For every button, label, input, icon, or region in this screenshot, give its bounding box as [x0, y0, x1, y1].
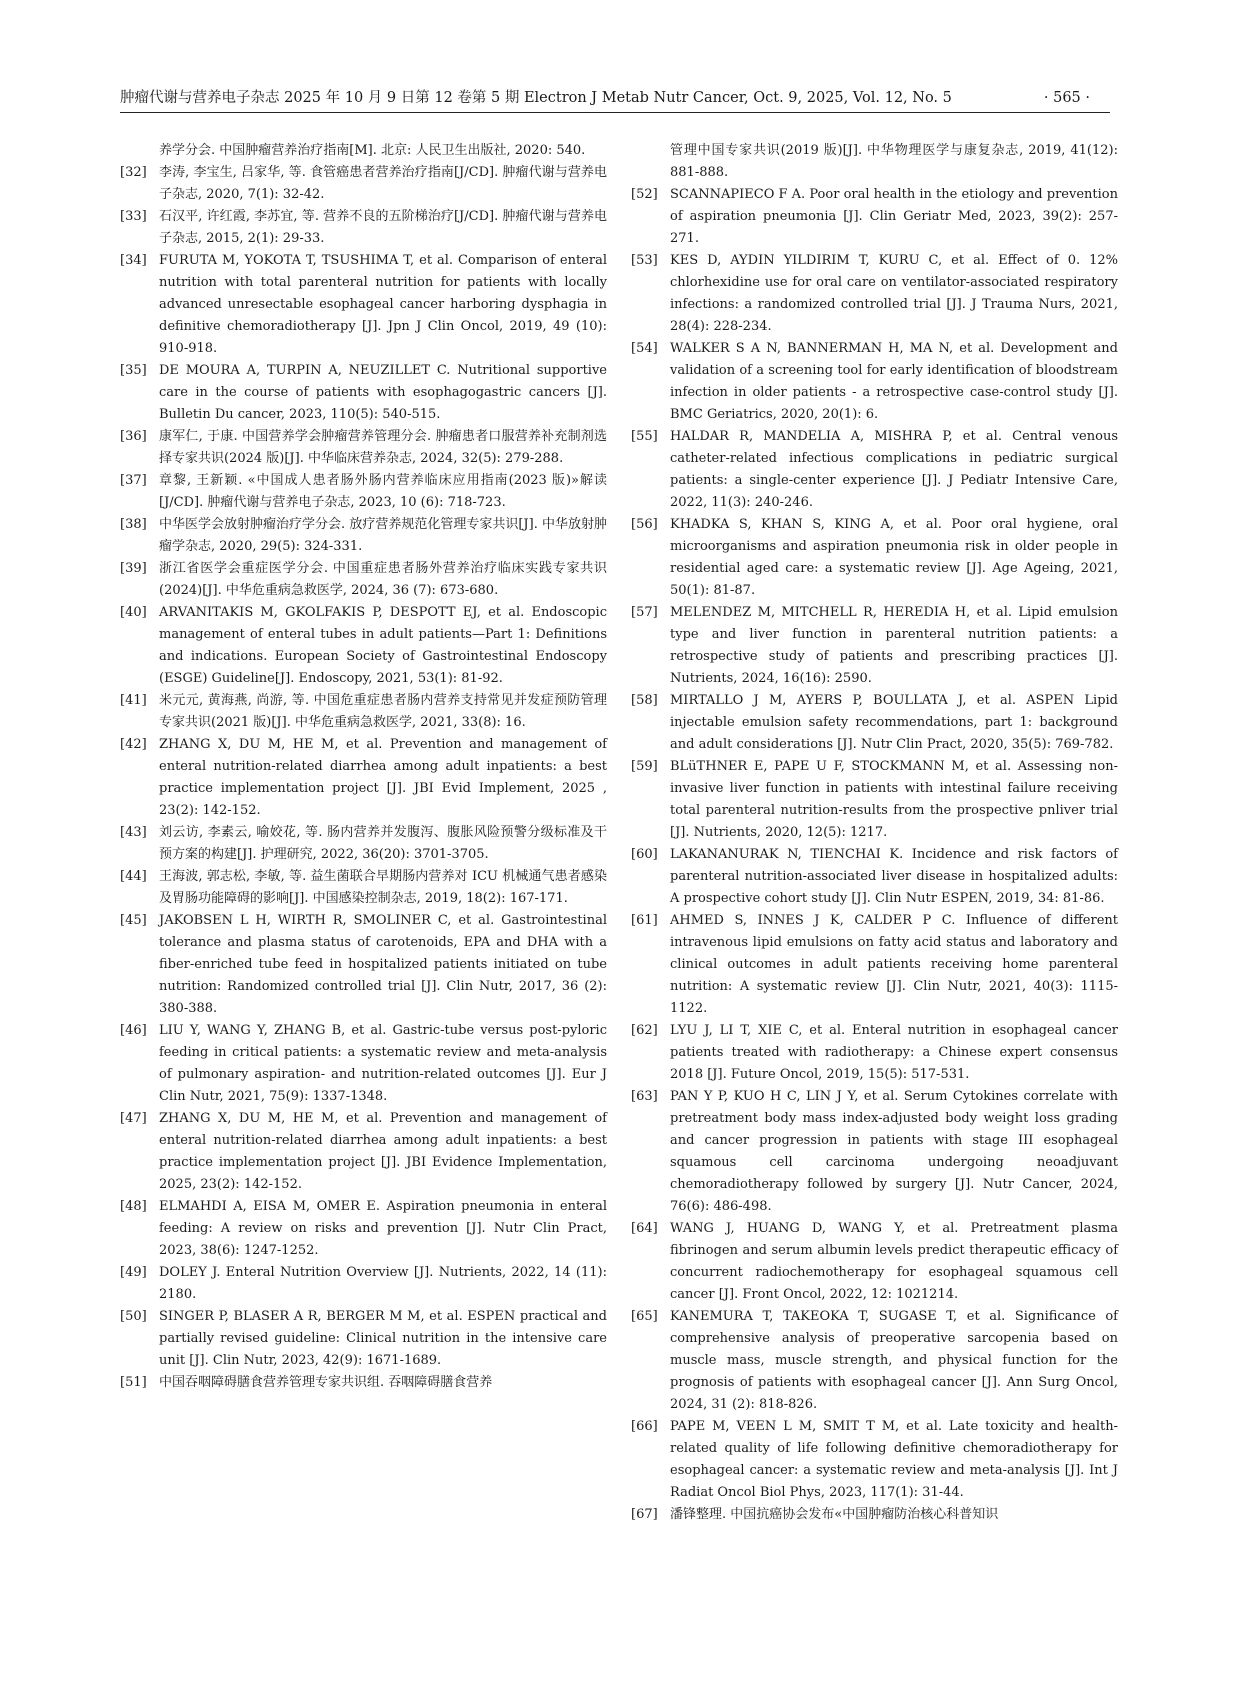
reference-entry [631, 602, 1118, 690]
reference-text: DE MOURA A, TURPIN A, NEUZILLET C. Nutritional supportive care in the course of patients with esophagogastric cancers [J]. Bulletin Du cancer, 2023, 110(5): 540-515. [159, 363, 607, 422]
reference-number: [47] [120, 1111, 147, 1126]
reference-number: [50] [120, 1309, 147, 1324]
reference-number: [41] [120, 693, 147, 708]
reference-entry [120, 690, 607, 734]
reference-entry [631, 756, 1118, 844]
reference-entry [631, 844, 1118, 910]
reference-text: 王海波, 郭志松, 李敏, 等. 益生菌联合早期肠内营养对 ICU 机械通气患者感染及胃肠功能障碍的影响[J]. 中国感染控制杂志, 2019, 18(2): 167-171. [159, 869, 607, 906]
reference-text: HALDAR R, MANDELIA A, MISHRA P, et al. Central venous catheter-related infectious complications in pediatric surgical patients: a single-center experience [J]. J Pediatr Intensive Care, 2022, 11(3): 240-246. [670, 429, 1118, 510]
reference-number: [37] [120, 473, 147, 488]
reference-text: 刘云访, 李素云, 喻姣花, 等. 肠内营养并发腹泻、腹胀风险预警分级标准及干预方案的构建[J]. 护理研究, 2022, 36(20): 3701-3705. [159, 825, 607, 862]
reference-number: [60] [631, 847, 658, 862]
reference-number: [51] [120, 1375, 147, 1390]
page-number: · 565 · [1043, 90, 1090, 106]
reference-text: KANEMURA T, TAKEOKA T, SUGASE T, et al. Significance of comprehensive analysis of preoperative sarcopenia based on muscle mass, muscle strength, and physical function for the prognosis of patients with esophageal cancer [J]. Ann Surg Oncol, 2024, 31 (2): 818-826. [670, 1309, 1118, 1412]
reference-entry [631, 1306, 1118, 1416]
reference-number: [59] [631, 759, 658, 774]
reference-entry [120, 1262, 607, 1306]
reference-entry [631, 1020, 1118, 1086]
reference-entry [120, 514, 607, 558]
reference-text: LAKANANURAK N, TIENCHAI K. Incidence and risk factors of parenteral nutrition-associated liver disease in hospitalized adults: A prospective cohort study [J]. Clin Nutr ESPEN, 2019, 34: 81-86. [670, 847, 1118, 906]
reference-entry [120, 602, 607, 690]
reference-column-left [120, 140, 607, 1394]
reference-text: ZHANG X, DU M, HE M, et al. Prevention and management of enteral nutrition-related diarrhea among adult inpatients: a best practice implementation project [J]. JBI Evid Implement, 2025 , 23(2): 142-152. [159, 737, 607, 818]
journal-citation-header: 肿瘤代谢与营养电子杂志 2025 年 10 月 9 日第 12 卷第 5 期 Electron J Metab Nutr Cancer, Oct. 9, 2025, Vol. 12, No. 5 [120, 90, 952, 106]
reference-entry [120, 1108, 607, 1196]
reference-entry [120, 822, 607, 866]
reference-number: [39] [120, 561, 147, 576]
reference-number: [42] [120, 737, 147, 752]
reference-text: WALKER S A N, BANNERMAN H, MA N, et al. Development and validation of a screening tool for early identification of bloodstream infection in older patients - a retrospective case-control study [J]. BMC Geriatrics, 2020, 20(1): 6. [670, 341, 1118, 422]
reference-number: [55] [631, 429, 658, 444]
reference-number: [54] [631, 341, 658, 356]
reference-text: 康军仁, 于康. 中国营养学会肿瘤营养管理分会. 肿瘤患者口服营养补充制剂选择专家共识(2024 版)[J]. 中华临床营养杂志, 2024, 32(5): 279-288. [159, 429, 607, 466]
reference-entry [120, 910, 607, 1020]
reference-number: [32] [120, 165, 147, 180]
reference-text: 潘锋整理. 中国抗癌协会发布«中国肿瘤防治核心科普知识 [670, 1507, 999, 1522]
reference-entry [120, 162, 607, 206]
reference-text: 米元元, 黄海燕, 尚游, 等. 中国危重症患者肠内营养支持常见并发症预防管理专家共识(2021 版)[J]. 中华危重病急救医学, 2021, 33(8): 16. [159, 693, 607, 730]
reference-number: [57] [631, 605, 658, 620]
reference-text: ELMAHDI A, EISA M, OMER E. Aspiration pneumonia in enteral feeding: A review on risks and prevention [J]. Nutr Clin Pract, 2023, 38(6): 1247-1252. [159, 1199, 607, 1258]
reference-text: LIU Y, WANG Y, ZHANG B, et al. Gastric-tube versus post-pyloric feeding in critical patients: a systematic review and meta-analysis of pulmonary aspiration- and nutrition-related outcomes [J]. Eur J Clin Nutr, 2021, 75(9): 1337-1348. [159, 1023, 607, 1104]
reference-number: [61] [631, 913, 658, 928]
reference-number: [52] [631, 187, 658, 202]
reference-entry [120, 360, 607, 426]
reference-text: 石汉平, 许红霞, 李苏宜, 等. 营养不良的五阶梯治疗[J/CD]. 肿瘤代谢与营养电子杂志, 2015, 2(1): 29-33. [159, 209, 607, 246]
reference-text: DOLEY J. Enteral Nutrition Overview [J]. Nutrients, 2022, 14 (11): 2180. [159, 1265, 607, 1302]
reference-text: JAKOBSEN L H, WIRTH R, SMOLINER C, et al. Gastrointestinal tolerance and plasma status of carotenoids, EPA and DHA with a fiber-enriched tube feed in hospitalized patients initiated on tube nutrition: Randomized controlled trial [J]. Clin Nutr, 2017, 36 (2): 380-388. [159, 913, 607, 1016]
reference-text: ZHANG X, DU M, HE M, et al. Prevention and management of enteral nutrition-related diarrhea among adult inpatients: a best practice implementation project [J]. JBI Evidence Implementation, 2025, 23(2): 142-152. [159, 1111, 607, 1192]
reference-entry [120, 734, 607, 822]
reference-number: [64] [631, 1221, 658, 1236]
reference-entry [120, 1196, 607, 1262]
reference-entry [120, 206, 607, 250]
reference-text: PAN Y P, KUO H C, LIN J Y, et al. Serum Cytokines correlate with pretreatment body mass index-adjusted body weight loss grading and cancer progression in patients with stage III esophageal squamous cell carcinoma undergoing neoadjuvant chemoradiotherapy followed by surgery [J]. Nutr Cancer, 2024, 76(6): 486-498. [670, 1089, 1118, 1214]
reference-number: [40] [120, 605, 147, 620]
reference-text: BLüTHNER E, PAPE U F, STOCKMANN M, et al. Assessing non-invasive liver function in patients with intestinal failure receiving total parenteral nutrition-results from the prospective pnliver trial [J]. Nutrients, 2020, 12(5): 1217. [670, 759, 1118, 840]
reference-text: SINGER P, BLASER A R, BERGER M M, et al. ESPEN practical and partially revised guideline: Clinical nutrition in the intensive care unit [J]. Clin Nutr, 2023, 42(9): 1671-1689. [159, 1309, 607, 1368]
reference-number: [45] [120, 913, 147, 928]
reference-number: [48] [120, 1199, 147, 1214]
reference-entry [120, 470, 607, 514]
reference-entry [631, 690, 1118, 756]
reference-number: [58] [631, 693, 658, 708]
reference-entry [120, 1372, 607, 1394]
reference-entry [631, 1416, 1118, 1504]
reference-number: [43] [120, 825, 147, 840]
reference-number: [33] [120, 209, 147, 224]
reference-number: [46] [120, 1023, 147, 1038]
reference-entry [120, 866, 607, 910]
reference-number: [49] [120, 1265, 147, 1280]
reference-text: PAPE M, VEEN L M, SMIT T M, et al. Late toxicity and health-related quality of life following definitive chemoradiotherapy for esophageal cancer: a systematic review and meta-analysis [J]. Int J Radiat Oncol Biol Phys, 2023, 117(1): 31-44. [670, 1419, 1118, 1500]
reference-number: [35] [120, 363, 147, 378]
reference-text: AHMED S, INNES J K, CALDER P C. Influence of different intravenous lipid emulsions on fatty acid status and laboratory and clinical outcomes in adult patients receiving home parenteral nutrition: A systematic review [J]. Clin Nutr, 2021, 40(3): 1115-1122. [670, 913, 1118, 1016]
reference-text: WANG J, HUANG D, WANG Y, et al. Pretreatment plasma fibrinogen and serum albumin levels predict therapeutic efficacy of concurrent radiochemotherapy for esophageal squamous cell cancer [J]. Front Oncol, 2022, 12: 1021214. [670, 1221, 1118, 1302]
reference-continuation: 管理中国专家共识(2019 版)[J]. 中华物理医学与康复杂志, 2019, 41(12): 881-888. [670, 143, 1118, 180]
reference-text: 浙江省医学会重症医学分会. 中国重症患者肠外营养治疗临床实践专家共识(2024)[J]. 中华危重病急救医学, 2024, 36 (7): 673-680. [159, 561, 607, 598]
reference-text: 中国吞咽障碍膳食营养管理专家共识组. 吞咽障碍膳食营养 [159, 1375, 493, 1390]
reference-number: [67] [631, 1507, 658, 1522]
reference-column-right [631, 140, 1118, 1526]
reference-number: [65] [631, 1309, 658, 1324]
reference-entry [631, 184, 1118, 250]
reference-entry [631, 338, 1118, 426]
reference-entry [631, 1086, 1118, 1218]
reference-number: [36] [120, 429, 147, 444]
reference-number: [34] [120, 253, 147, 268]
running-header [120, 86, 1110, 113]
reference-text: 章黎, 王新颖. «中国成人患者肠外肠内营养临床应用指南(2023 版)»解读[J/CD]. 肿瘤代谢与营养电子杂志, 2023, 10 (6): 718-723. [159, 473, 607, 510]
reference-text: SCANNAPIECO F A. Poor oral health in the etiology and prevention of aspiration pneumonia [J]. Clin Geriatr Med, 2023, 39(2): 257-271. [670, 187, 1118, 246]
reference-entry [631, 910, 1118, 1020]
reference-entry [631, 250, 1118, 338]
reference-number: [63] [631, 1089, 658, 1104]
reference-text: FURUTA M, YOKOTA T, TSUSHIMA T, et al. Comparison of enteral nutrition with total parenteral nutrition for patients with locally advanced unresectable esophageal cancer harboring dysphagia in definitive chemoradiotherapy [J]. Jpn J Clin Oncol, 2019, 49 (10): 910-918. [159, 253, 607, 356]
reference-continuation: 养学分会. 中国肿瘤营养治疗指南[M]. 北京: 人民卫生出版社, 2020: 540. [159, 143, 586, 158]
reference-entry [120, 426, 607, 470]
reference-entry [120, 1306, 607, 1372]
reference-text: 中华医学会放射肿瘤治疗学分会. 放疗营养规范化管理专家共识[J]. 中华放射肿瘤学杂志, 2020, 29(5): 324-331. [159, 517, 607, 554]
reference-entry [631, 426, 1118, 514]
reference-entry [631, 1218, 1118, 1306]
reference-text: 李涛, 李宝生, 吕家华, 等. 食管癌患者营养治疗指南[J/CD]. 肿瘤代谢与营养电子杂志, 2020, 7(1): 32-42. [159, 165, 607, 202]
reference-number: [62] [631, 1023, 658, 1038]
reference-text: KES D, AYDIN YILDIRIM T, KURU C, et al. Effect of 0. 12% chlorhexidine use for oral care on ventilator-associated respiratory infections: a randomized controlled trial [J]. J Trauma Nurs, 2021, 28(4): 228-234. [670, 253, 1118, 334]
reference-entry [631, 1504, 1118, 1526]
reference-text: KHADKA S, KHAN S, KING A, et al. Poor oral hygiene, oral microorganisms and aspiration pneumonia risk in older people in residential aged care: a systematic review [J]. Age Ageing, 2021, 50(1): 81-87. [670, 517, 1118, 598]
reference-text: MIRTALLO J M, AYERS P, BOULLATA J, et al. ASPEN Lipid injectable emulsion safety recommendations, part 1: background and adult considerations [J]. Nutr Clin Pract, 2020, 35(5): 769-782. [670, 693, 1118, 752]
reference-number: [56] [631, 517, 658, 532]
reference-number: [38] [120, 517, 147, 532]
reference-entry [120, 250, 607, 360]
reference-number: [44] [120, 869, 147, 884]
reference-text: LYU J, LI T, XIE C, et al. Enteral nutrition in esophageal cancer patients treated with radiotherapy: a Chinese expert consensus 2018 [J]. Future Oncol, 2019, 15(5): 517-531. [670, 1023, 1118, 1082]
reference-number: [66] [631, 1419, 658, 1434]
reference-number: [53] [631, 253, 658, 268]
reference-text: ARVANITAKIS M, GKOLFAKIS P, DESPOTT EJ, et al. Endoscopic management of enteral tubes in adult patients—Part 1: Definitions and indications. European Society of Gastrointestinal Endoscopy (ESGE) Guideline[J]. Endoscopy, 2021, 53(1): 81-92. [159, 605, 607, 686]
reference-entry [631, 514, 1118, 602]
reference-text: MELENDEZ M, MITCHELL R, HEREDIA H, et al. Lipid emulsion type and liver function in parenteral nutrition patients: a retrospective study of patients and prescribing practices [J]. Nutrients, 2024, 16(16): 2590. [670, 605, 1118, 686]
reference-entry [120, 558, 607, 602]
reference-entry [120, 1020, 607, 1108]
